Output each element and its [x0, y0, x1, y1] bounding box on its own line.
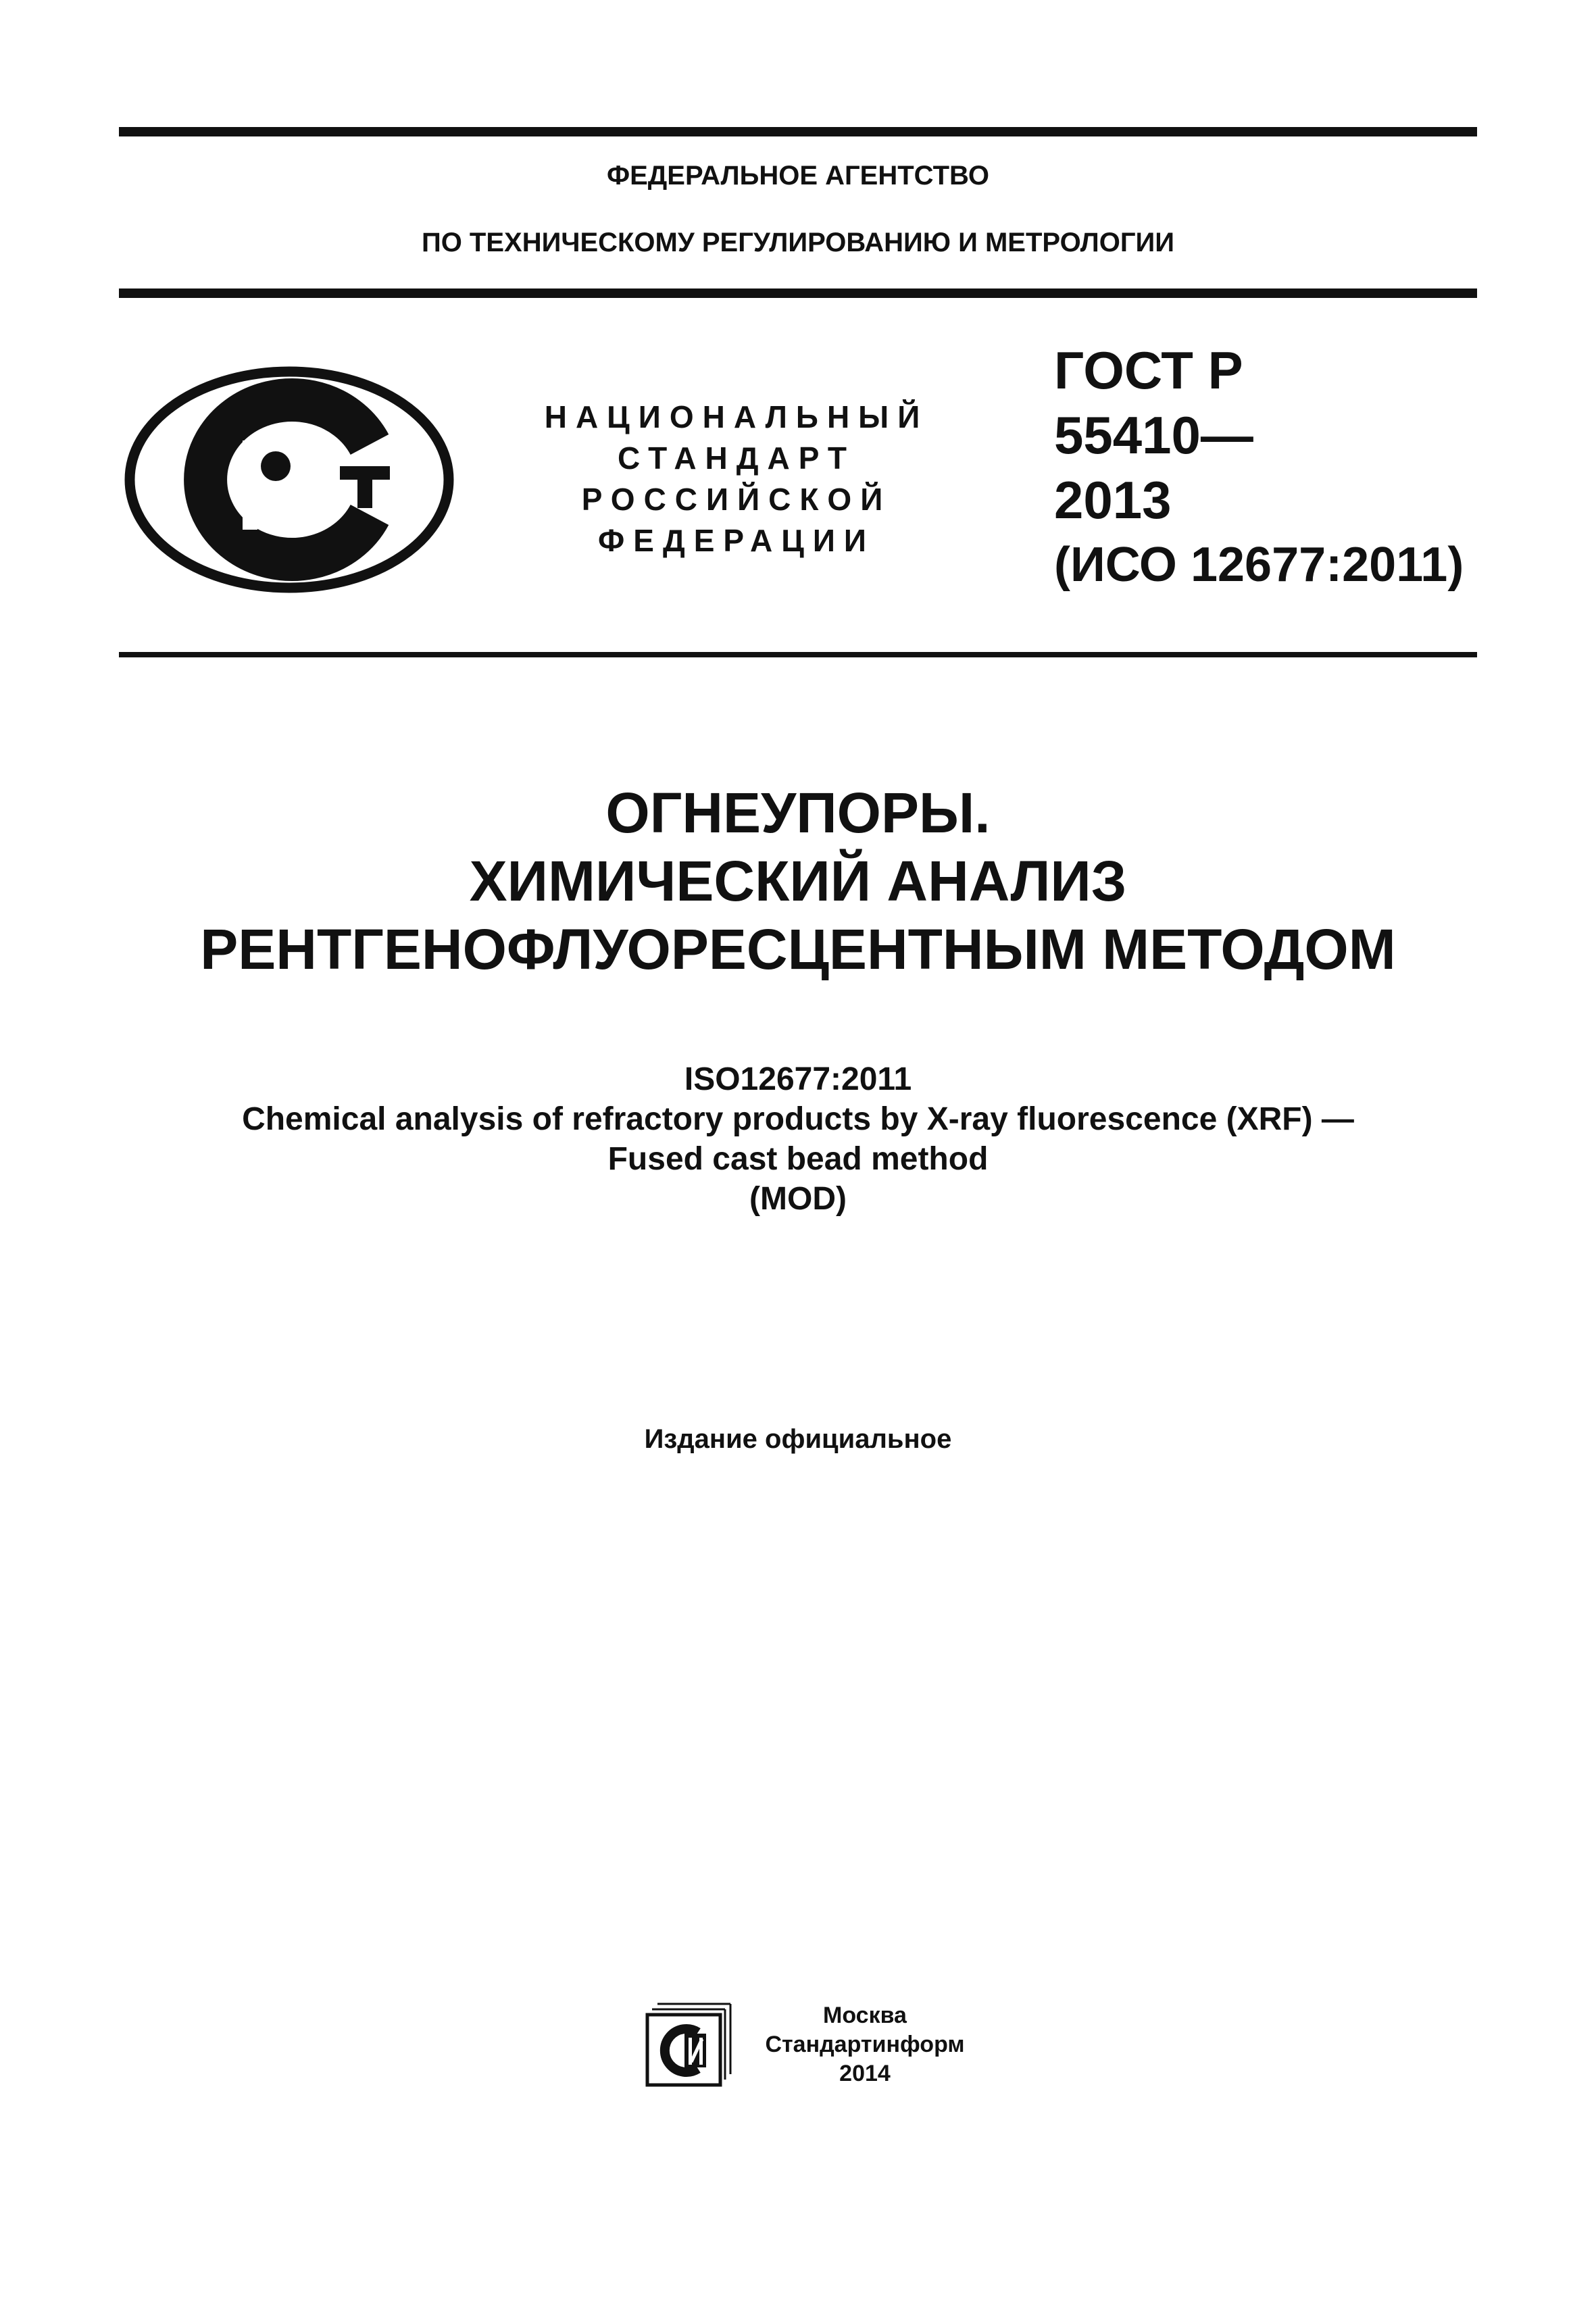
- designation-line3: 2013: [1054, 470, 1172, 530]
- publisher-year: 2014: [839, 2061, 891, 2086]
- designation-line4: (ИСО 12677:2011): [1054, 538, 1464, 592]
- iso-modification: (MOD): [749, 1181, 847, 1217]
- iso-code: ISO12677:2011: [684, 1061, 912, 1097]
- national-standard-line: ФЕДЕРАЦИИ: [598, 523, 875, 558]
- standard-designation: [1054, 338, 1464, 597]
- iso-title-line2: Fused cast bead method: [607, 1141, 989, 1177]
- iso-reference: [119, 1059, 1477, 1219]
- publisher-name: Стандартинформ: [765, 2032, 965, 2057]
- publisher-city: Москва: [823, 2003, 907, 2028]
- document-title: [119, 779, 1477, 984]
- title-line: ОГНЕУПОРЫ.: [605, 781, 991, 845]
- edition-label: Издание официальное: [644, 1424, 952, 1454]
- header-divider-rule: [119, 288, 1477, 298]
- designation-divider-rule: [119, 652, 1477, 657]
- national-standard-line: РОССИЙСКОЙ: [581, 482, 892, 517]
- iso-title-line1: Chemical analysis of refractory products by X-ray fluorescence (XRF) —: [242, 1101, 1354, 1137]
- standartinform-logo-icon: [645, 2001, 744, 2089]
- national-standard-line: НАЦИОНАЛЬНЫЙ: [544, 399, 929, 434]
- agency-name-line1: ФЕДЕРАЛЬНОЕ АГЕНТСТВО: [606, 161, 990, 191]
- national-standard-line: СТАНДАРТ: [618, 441, 855, 476]
- national-standard-label: [500, 397, 973, 561]
- agency-name-line2: ПО ТЕХНИЧЕСКОМУ РЕГУЛИРОВАНИЮ И МЕТРОЛОГИИ: [421, 228, 1175, 257]
- title-line: ХИМИЧЕСКИЙ АНАЛИЗ: [469, 849, 1127, 913]
- designation-line1: ГОСТ Р: [1054, 341, 1243, 400]
- top-rule: [119, 127, 1477, 136]
- rst-emblem-icon: [124, 365, 455, 595]
- publisher-info: [764, 2001, 966, 2088]
- title-line: РЕНТГЕНОФЛУОРЕСЦЕНТНЫМ МЕТОДОМ: [200, 917, 1396, 981]
- designation-line2: 55410—: [1054, 405, 1253, 465]
